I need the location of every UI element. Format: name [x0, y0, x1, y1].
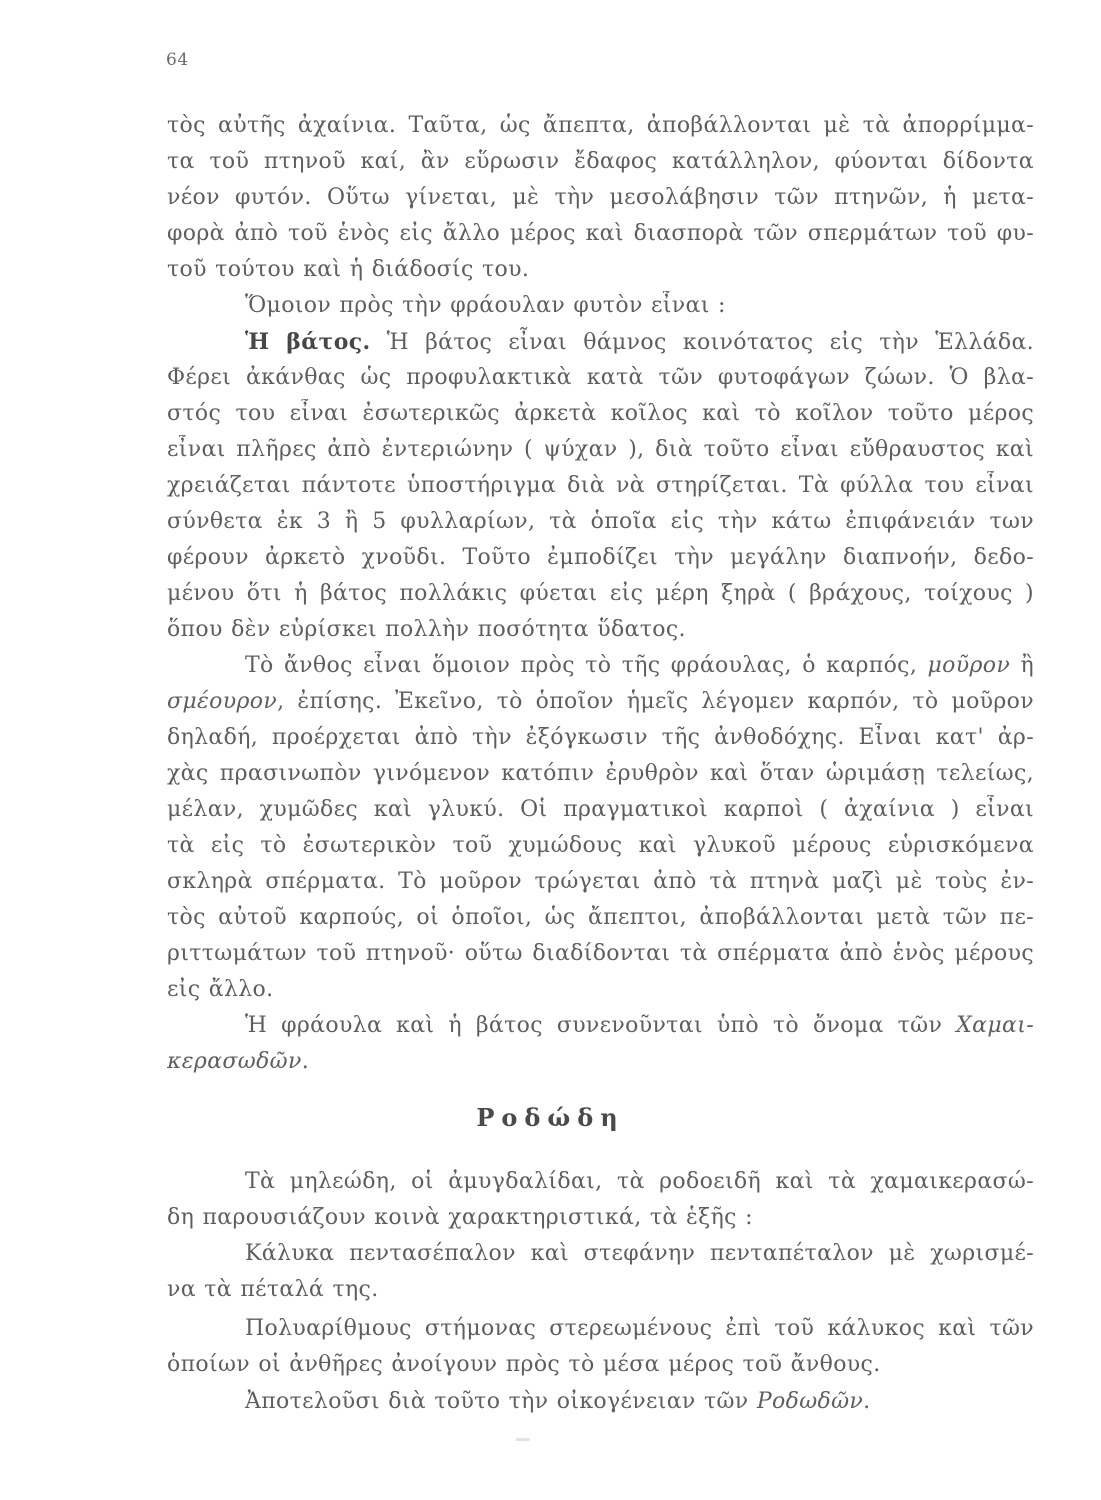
- text-line: σύνθετα ἐκ 3 ἢ 5 φυλλαρίων, τὰ ὁποῖα εἰς τὴν κάτω ἐπιφάνειάν των: [167, 509, 1034, 534]
- page-smudge: [516, 1438, 530, 1441]
- term-vatos: Ἡ βάτος.: [245, 329, 371, 355]
- paragraph-flower-second-line: [167, 687, 1034, 717]
- page-number: 64: [166, 50, 189, 70]
- text-line: χρειάζεται πάντοτε ὑποστήριγμα διὰ νὰ στηρίζεται. Τὰ φύλλα του εἶναι: [167, 473, 1034, 498]
- section-heading: Ροδώδη: [476, 1103, 625, 1132]
- text-line: δηλαδή, προέρχεται ἀπὸ τὴν ἐξόγκωσιν τῆς ἀνθοδόχης. Εἶναι κατ' ἀρ-: [167, 725, 1034, 750]
- text-line: να τὰ πέταλά της.: [167, 1277, 379, 1302]
- text-line: Κάλυκα πεντασέπαλον καὶ στεφάνην πενταπέταλον μὲ χωρισμέ-: [245, 1241, 1034, 1266]
- paragraph-vatos-first-line: [167, 327, 1034, 358]
- text-line: τοῦ τούτου καὶ ἡ διάδοσίς του.: [167, 257, 530, 282]
- text-line: μέλαν, χυμῶδες καὶ γλυκύ. Οἱ πραγματικοὶ καρποὶ ( ἀχαίνια ) εἶναι: [167, 797, 1034, 822]
- text-line: τα τοῦ πτηνοῦ καί, ἂν εὕρωσιν ἔδαφος κατάλληλον, φύονται δίδοντα: [167, 149, 1034, 174]
- text-line: ὅπου δὲν εὑρίσκει πολλὴν ποσότητα ὕδατος.: [167, 617, 686, 642]
- term-smeouron: σμέουρον: [167, 689, 278, 714]
- paragraph-union-second-line: [167, 1047, 1034, 1077]
- text-line: σκληρὰ σπέρματα. Τὸ μοῦρον τρώγεται ἀπὸ τὰ πτηνὰ μαζὶ μὲ τοὺς ἐν-: [167, 869, 1034, 894]
- text-line: τὸς αὐτοῦ καρπούς, οἱ ὁποῖοι, ὡς ἄπεπτοι, ἀποβάλλονται μετὰ τῶν πε-: [167, 905, 1034, 930]
- text-line: νέον φυτόν. Οὕτω γίνεται, μὲ τὴν μεσολάβησιν τῶν πτηνῶν, ἡ μετα-: [167, 185, 1034, 210]
- term-rodoodon: Ροδωδῶν: [756, 1389, 864, 1414]
- term-chamaikerasodon-end: κερασωδῶν: [167, 1049, 302, 1074]
- text-span: Ἡ βάτος εἶναι θάμνος κοινότατος εἰς τὴν Ἑλλάδα.: [370, 330, 1034, 355]
- text-line: τὰ εἰς τὸ ἐσωτερικὸν τοῦ χυμώδους καὶ γλυκοῦ μέρους εὑρισκόμενα: [167, 833, 1034, 858]
- text-line: ὁποίων οἱ ἀνθῆρες ἀνοίγουν πρὸς τὸ μέσα μέρος τοῦ ἄνθους.: [167, 1352, 881, 1377]
- text-line: ριττωμάτων τοῦ πτηνοῦ· οὕτω διαδίδονται τὰ σπέρματα ἀπὸ ἑνὸς μέρους: [167, 941, 1034, 966]
- text-line: μένου ὅτι ἡ βάτος πολλάκις φύεται εἰς μέρη ξηρὰ ( βράχους, τοίχους ): [167, 581, 1034, 606]
- term-chamaikerasodon: Χαμαι-: [956, 1013, 1034, 1038]
- text-span: .: [863, 1389, 871, 1414]
- paragraph-flower-first-line: [167, 651, 1034, 681]
- term-moyron: μοῦρον: [927, 653, 1011, 678]
- text-line: Τὰ μηλεώδη, οἱ ἀμυγδαλίδαι, τὰ ροδοειδῆ καὶ τὰ χαμαικερασώ-: [245, 1169, 1034, 1194]
- text-line: Πολυαρίθμους στήμονας στερεωμένους ἐπὶ τοῦ κάλυκος καὶ τῶν: [245, 1316, 1034, 1341]
- text-line: στός του εἶναι ἐσωτερικῶς ἀρκετὰ κοῖλος καὶ τὸ κοῖλον τοῦτο μέρος: [167, 401, 1034, 426]
- paragraph-union-first-line: [167, 1011, 1034, 1041]
- text-span: Ἡ φράουλα καὶ ἡ βάτος συνενοῦνται ὑπὸ τὸ ὄνομα τῶν: [245, 1013, 957, 1038]
- text-span: Τὸ ἄνθος εἶναι ὅμοιον πρὸς τὸ τῆς φράουλας, ὁ καρπός,: [245, 653, 928, 678]
- text-line: εἰς ἄλλο.: [167, 977, 274, 1002]
- text-span: , ἐπίσης. Ἐκεῖνο, τὸ ὁποῖον ἡμεῖς λέγομεν καρπόν, τὸ μοῦρον: [277, 689, 1034, 714]
- paragraph-final-line: [167, 1387, 1034, 1417]
- text-line: χὰς πρασινωπὸν γινόμενον κατόπιν ἐρυθρὸν καὶ ὅταν ὡριμάσῃ τελείως,: [167, 761, 1034, 786]
- text-line: δη παρουσιάζουν κοινὰ χαρακτηριστικά, τὰ ἑξῆς :: [167, 1205, 753, 1230]
- text-line: εἶναι πλῆρες ἀπὸ ἐντεριώνην ( ψύχαν ), διὰ τοῦτο εἶναι εὔθραυστος καὶ: [167, 437, 1034, 462]
- text-line: Φέρει ἀκάνθας ὡς προφυλακτικὰ κατὰ τῶν φυτοφάγων ζώων. Ὁ βλα-: [167, 365, 1034, 390]
- text-line: Ὅμοιον πρὸς τὴν φράουλαν φυτὸν εἶναι :: [245, 293, 726, 318]
- text-span: Ἀποτελοῦσι διὰ τοῦτο τὴν οἰκογένειαν τῶν: [245, 1389, 757, 1414]
- text-line: φορὰ ἀπὸ τοῦ ἑνὸς εἰς ἄλλο μέρος καὶ διασπορὰ τῶν σπερμάτων τοῦ φυ-: [167, 221, 1034, 246]
- text-span: .: [301, 1049, 310, 1074]
- text-line: φέρουν ἀρκετὸ χνοῦδι. Τοῦτο ἐμποδίζει τὴν μεγάλην διαπνοήν, δεδο-: [167, 545, 1034, 570]
- text-line: τὸς αὐτῆς ἀχαίνια. Ταῦτα, ὡς ἄπεπτα, ἀποβάλλονται μὲ τὰ ἀπορρίμμα-: [167, 113, 1034, 138]
- text-span: ἢ: [1010, 653, 1034, 678]
